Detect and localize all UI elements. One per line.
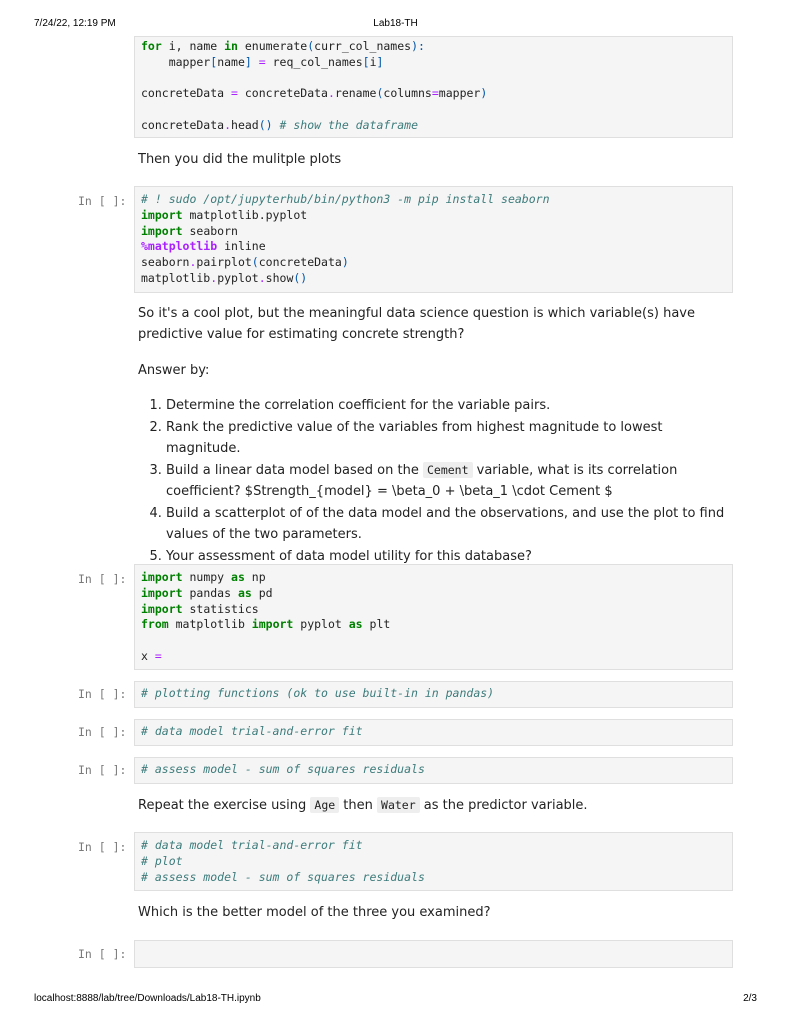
print-title: Lab18-TH — [373, 18, 418, 29]
input-prompt: In [ ]: — [78, 763, 127, 777]
markdown-cell — [138, 902, 733, 923]
code-line: concreteData.head() # show the dataframe — [141, 117, 418, 132]
code-line: # assess model - sum of squares residuals — [141, 869, 425, 884]
input-prompt: In [ ]: — [78, 840, 127, 854]
list-item: 2. Rank the predictive value of the variables from highest magnitude to lowest magnitude. — [166, 417, 733, 460]
code-editor[interactable] — [134, 564, 733, 670]
md-paragraph: So it's a cool plot, but the meaningful data science question is which variable(s) have predictive value for estimating concrete strength? — [138, 306, 695, 342]
code-line: import matplotlib.pyplot — [141, 207, 308, 222]
code-line: # ! sudo /opt/jupyterhub/bin/python3 -m pip install seaborn — [141, 192, 550, 206]
input-prompt: In [ ]: — [78, 687, 127, 701]
print-date: 7/24/22, 12:19 PM — [34, 18, 116, 29]
code-line: # assess model - sum of squares residuals — [141, 762, 425, 776]
markdown-cell-instructions — [138, 303, 733, 567]
md-paragraph: Answer by: — [138, 363, 210, 378]
input-prompt: In [ ]: — [78, 725, 127, 739]
code-line: %matplotlib inline — [141, 239, 266, 254]
code-line: matplotlib.pyplot.show() — [141, 270, 308, 285]
code-line: import numpy as np — [141, 570, 266, 584]
input-prompt: In [ ]: — [78, 947, 127, 961]
list-item: 5. Your assessment of data model utility for this database? — [166, 546, 733, 568]
code-line: import seaborn — [141, 223, 238, 238]
code-line: seaborn.pairplot(concreteData) — [141, 255, 349, 270]
list-item: 4. Build a scatterplot of of the data model and the observations, and use the plot to find values of the two parameters. — [166, 503, 733, 546]
code-line: # plot — [141, 853, 183, 868]
code-editor[interactable] — [134, 757, 733, 784]
code-line: for i, name in enumerate(curr_col_names): — [141, 39, 425, 53]
inline-code: Age — [310, 797, 339, 813]
code-line: # data model trial-and-error fit — [141, 838, 363, 852]
code-editor[interactable] — [134, 681, 733, 708]
code-editor[interactable] — [134, 940, 733, 968]
code-editor[interactable] — [134, 719, 733, 746]
list-item: 1. Determine the correlation coefficient for the variable pairs. — [166, 395, 733, 417]
inline-code: Cement — [423, 462, 473, 478]
input-prompt: In [ ]: — [78, 572, 127, 586]
markdown-cell — [138, 149, 733, 170]
print-header — [0, 18, 791, 34]
md-text: Which is the better model of the three you examined? — [138, 905, 491, 920]
markdown-cell — [138, 795, 733, 816]
inline-code: Water — [377, 797, 420, 813]
code-line: import pandas as pd — [141, 585, 273, 600]
code-editor[interactable] — [134, 832, 733, 891]
code-line: concreteData = concreteData.rename(columns=mapper) — [141, 86, 488, 101]
code-line: import statistics — [141, 601, 259, 616]
code-editor[interactable] — [134, 36, 733, 138]
md-text: Repeat the exercise using Age then Water as the predictor variable. — [138, 798, 588, 813]
print-url: localhost:8888/lab/tree/Downloads/Lab18-TH.ipynb — [34, 993, 261, 1004]
code-line: # plotting functions (ok to use built-in in pandas) — [141, 686, 495, 700]
print-footer — [0, 993, 791, 1009]
task-list — [138, 395, 733, 567]
md-text: Then you did the mulitple plots — [138, 152, 342, 167]
page-number: 2/3 — [743, 993, 757, 1004]
code-line: mapper[name] = req_col_names[i] — [141, 54, 384, 69]
list-item: 3. Build a linear data model based on the Cement variable, what is its correlation coefficient? $Strength_{model} = \beta_0 + \beta_1 \cdot Cement $ — [166, 460, 733, 503]
code-line: # data model trial-and-error fit — [141, 724, 363, 738]
code-line: x = — [141, 648, 162, 663]
code-line: from matplotlib import pyplot as plt — [141, 617, 391, 632]
code-editor[interactable] — [134, 186, 733, 293]
input-prompt: In [ ]: — [78, 194, 127, 208]
